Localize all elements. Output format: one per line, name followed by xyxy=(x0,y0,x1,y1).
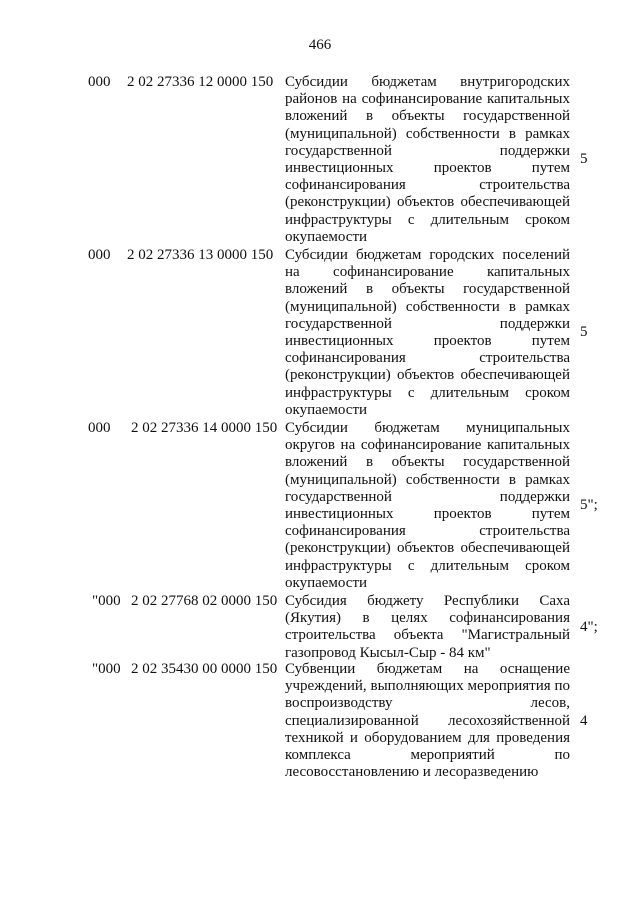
normative-value: 5 xyxy=(580,151,588,168)
description-line: (муниципальной) собственности в рамках xyxy=(285,125,570,142)
description-line: техникой и оборудованием для проведения xyxy=(285,729,570,746)
description-line: софинансирования строительства xyxy=(285,523,570,540)
description-line: строительства объекта "Магистральный xyxy=(285,627,570,644)
description-line: инфраструктуры с длительным сроком xyxy=(285,384,570,401)
description-line: Субсидия бюджету Республики Саха xyxy=(285,593,570,609)
description-line: окупаемости xyxy=(285,228,368,245)
description-line: инвестиционных проектов путем xyxy=(285,160,570,177)
description-line: лесовосстановлению и лесоразведению xyxy=(285,764,539,781)
description-line: инфраструктуры с длительным сроком xyxy=(285,211,570,228)
budget-classification-code: 2 02 27336 14 0000 150 xyxy=(131,420,278,436)
description-line: окупаемости xyxy=(285,574,368,591)
description-line: софинансирования строительства xyxy=(285,350,570,367)
description-line: (Якутия) в целях софинансирования xyxy=(285,610,570,627)
admin-code: 000 xyxy=(88,247,111,263)
description-line: газопровод Кысыл-Сыр - 84 км" xyxy=(285,644,491,661)
description-line: (реконструкции) объектов обеспечивающей xyxy=(285,194,570,211)
description-line: специализированной лесохозяйственной xyxy=(285,712,570,729)
description-line: Субвенции бюджетам на оснащение xyxy=(285,661,570,677)
description-line: государственной поддержки xyxy=(285,488,570,505)
admin-code: "000 xyxy=(92,661,121,677)
description-line: районов на софинансирование капитальных xyxy=(285,91,570,108)
description-line: окупаемости xyxy=(285,401,368,418)
description-line: (муниципальной) собственности в рамках xyxy=(285,471,570,488)
admin-code: "000 xyxy=(92,593,121,609)
admin-code: 000 xyxy=(88,420,111,436)
normative-value: 5 xyxy=(580,324,588,341)
description-line: инфраструктуры с длительным сроком xyxy=(285,557,570,574)
description-line: софинансирования строительства xyxy=(285,177,570,194)
description-line: инвестиционных проектов путем xyxy=(285,506,570,523)
description-line: на софинансирование капитальных xyxy=(285,264,570,281)
description-line: комплекса мероприятий по xyxy=(285,747,570,764)
description-line: вложений в объекты государственной xyxy=(285,108,570,125)
budget-classification-code: 2 02 35430 00 0000 150 xyxy=(131,661,278,677)
description-line: (реконструкции) объектов обеспечивающей xyxy=(285,540,570,557)
description-line: вложений в объекты государственной xyxy=(285,454,570,471)
normative-value: 4"; xyxy=(580,618,598,635)
description-line: Субсидии бюджетам внутригородских xyxy=(285,74,570,90)
description-line: государственной поддержки xyxy=(285,142,570,159)
description-line: (муниципальной) собственности в рамках xyxy=(285,298,570,315)
normative-value: 5"; xyxy=(580,497,598,514)
admin-code: 000 xyxy=(88,74,111,90)
description-line: Субсидии бюджетам муниципальных xyxy=(285,420,570,436)
revenue-description xyxy=(285,661,570,781)
revenue-description xyxy=(285,593,570,662)
description-line: вложений в объекты государственной xyxy=(285,281,570,298)
budget-classification-code: 2 02 27336 12 0000 150 xyxy=(127,74,274,90)
revenue-description xyxy=(285,74,570,246)
revenue-description xyxy=(285,247,570,419)
description-line: воспроизводству лесов, xyxy=(285,695,570,712)
budget-classification-code: 2 02 27768 02 0000 150 xyxy=(131,593,278,609)
description-line: (реконструкции) объектов обеспечивающей xyxy=(285,367,570,384)
description-line: государственной поддержки xyxy=(285,315,570,332)
description-line: инвестиционных проектов путем xyxy=(285,333,570,350)
revenue-description xyxy=(285,420,570,592)
normative-value: 4 xyxy=(580,712,588,729)
description-line: учреждений, выполняющих мероприятия по xyxy=(285,678,570,695)
description-line: Субсидии бюджетам городских поселений xyxy=(285,247,570,263)
description-line: округов на софинансирование капитальных xyxy=(285,437,570,454)
page-number: 466 xyxy=(308,37,332,53)
budget-classification-code: 2 02 27336 13 0000 150 xyxy=(127,247,274,263)
